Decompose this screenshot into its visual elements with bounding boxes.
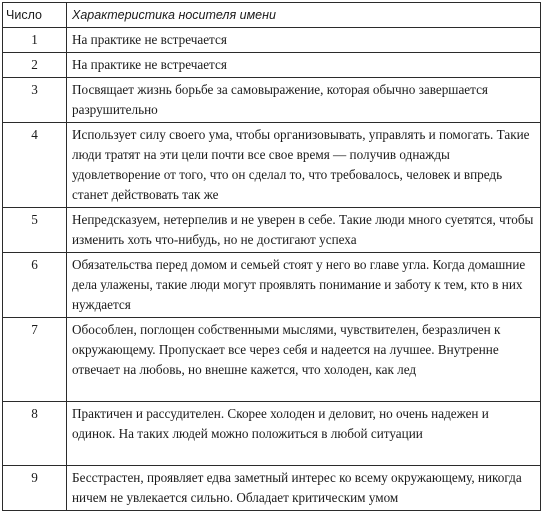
numerology-table — [2, 2, 541, 511]
row-description: Обособлен, поглощен собственными мыслями, чувствителен, безразличен к окружающему. Пропускает все через себя и надеется на лучшее. Внутренне отвечает на любовь, но внешне кажется, что холоден, как лед — [67, 318, 541, 402]
table-row — [3, 318, 541, 402]
row-description: Обязательства перед домом и семьей стоят у него во главе угла. Когда домашние дела улажены, такие люди могут проявлять понимание и заботу к тем, кто в них нуждается — [67, 253, 541, 318]
row-description: На практике не встречается — [67, 28, 541, 53]
table-row — [3, 402, 541, 466]
table-row — [3, 208, 541, 253]
column-header-number: Число — [3, 3, 67, 28]
row-description: Использует силу своего ума, чтобы организовывать, управлять и помогать. Такие люди тратят на эти цели почти все свое время — получив однажды удовлетворение от того, что он сделал то, что требовалось, человек и впредь станет действовать так же — [67, 123, 541, 208]
row-number: 9 — [3, 466, 67, 511]
table-row — [3, 466, 541, 511]
row-number: 3 — [3, 78, 67, 123]
row-number: 1 — [3, 28, 67, 53]
row-number: 8 — [3, 402, 67, 466]
row-number: 2 — [3, 53, 67, 78]
row-description: Посвящает жизнь борьбе за самовыражение, которая обычно завершается разрушительно — [67, 78, 541, 123]
row-number: 7 — [3, 318, 67, 402]
table-row — [3, 53, 541, 78]
row-number: 5 — [3, 208, 67, 253]
table-row — [3, 123, 541, 208]
row-description: На практике не встречается — [67, 53, 541, 78]
row-number: 6 — [3, 253, 67, 318]
table-row — [3, 78, 541, 123]
row-description: Бесстрастен, проявляет едва заметный интерес ко всему окружающему, никогда ничем не увлекается сильно. Обладает критическим умом — [67, 466, 541, 511]
row-description: Практичен и рассудителен. Скорее холоден и деловит, но очень надежен и одинок. На таких людей можно положиться в любой ситуации — [67, 402, 541, 466]
table-header-row — [3, 3, 541, 28]
column-header-description: Характеристика носителя имени — [67, 3, 541, 28]
row-description: Непредсказуем, нетерпелив и не уверен в себе. Такие люди много суетятся, чтобы изменить хоть что-нибудь, но не достигают успеха — [67, 208, 541, 253]
table-row — [3, 28, 541, 53]
table-row — [3, 253, 541, 318]
row-number: 4 — [3, 123, 67, 208]
